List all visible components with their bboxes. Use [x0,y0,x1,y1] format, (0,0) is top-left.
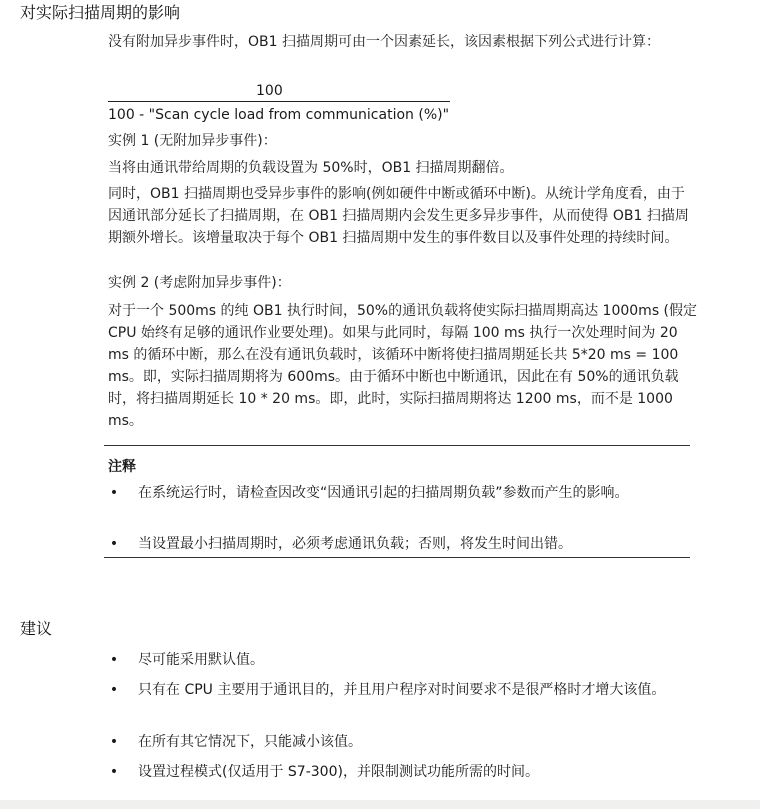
section-title-scan-cycle-effect: 对实际扫描周期的影响 [20,3,181,22]
recommendation-text: 在所有其它情况下，只能减小该值。 [138,734,362,750]
formula-fraction-bar [108,101,450,102]
example2-text: 对于一个 500ms 的纯 OB1 执行时间，50%的通讯负载将使实际扫描周期高达 1000ms (假定 CPU 始终有足够的通讯作业要处理)。如果与此同时，每隔 100 ms 执行一次处理时间为 20 ms 的循环中断，那么在没有通讯负载时，该循环中断将使扫描周期延长共 5*20 ms = 100 ms。即，实际扫描周期将为 600ms。由于循环中断也中断通讯，因此在有 50%的通讯负载时，将扫描周期延长 10 * 20 ms。即，此时，实际扫描周期将达 1200 ms，而不是 1000 ms。 [108,303,698,429]
example1-label: 实例 1 (无附加异步事件)： [108,133,277,149]
note-item-text: 在系统运行时，请检查因改变“因通讯引起的扫描周期负载”参数而产生的影响。 [138,485,629,501]
recommendation-item [108,649,688,671]
example1-text: 当将由通讯带给周期的负载设置为 50%时，OB1 扫描周期翻倍。 [108,160,514,176]
bullet-dot-icon: • [109,734,119,750]
bullet-dot-icon: • [109,682,119,698]
bullet-dot-icon: • [109,485,119,501]
note-item-text: 当设置最小扫描周期时，必须考虑通讯负载；否则，将发生时间出错。 [138,536,572,552]
note-bottom-rule [104,557,690,558]
intro-paragraph: 没有附加异步事件时，OB1 扫描周期可由一个因素延长，该因素根据下列公式进行计算： [108,34,660,50]
note-list-item [108,533,688,555]
recommendation-item [108,761,688,783]
bullet-dot-icon: • [109,652,119,668]
note-top-rule [104,445,690,446]
recommendation-item [108,731,688,753]
async-events-paragraph: 同时，OB1 扫描周期也受异步事件的影响(例如硬件中断或循环中断)。从统计学角度看，由于因通讯部分延长了扫描周期，在 OB1 扫描周期内会发生更多异步事件，从而使得 OB1 扫描周期额外增长。该增量取决于每个 OB1 扫描周期中发生的事件数目以及事件处理的持续时间。 [108,186,689,246]
bullet-dot-icon: • [109,764,119,780]
formula-numerator: 100 [256,83,283,99]
section-title-recommendations: 建议 [20,619,53,638]
page-bottom-margin [0,800,760,809]
formula-denominator: 100 - "Scan cycle load from communication (%)" [108,107,450,123]
recommendation-text: 设置过程模式(仅适用于 S7-300)，并限制测试功能所需的时间。 [138,764,539,780]
note-list-item [108,482,688,504]
recommendation-text: 只有在 CPU 主要用于通讯目的，并且用户程序对时间要求不是很严格时才增大该值。 [138,682,666,698]
recommendation-item [108,679,688,701]
note-title: 注释 [108,459,136,475]
bullet-dot-icon: • [109,536,119,552]
example2-label: 实例 2 (考虑附加异步事件)： [108,275,291,291]
recommendation-text: 尽可能采用默认值。 [138,652,264,668]
